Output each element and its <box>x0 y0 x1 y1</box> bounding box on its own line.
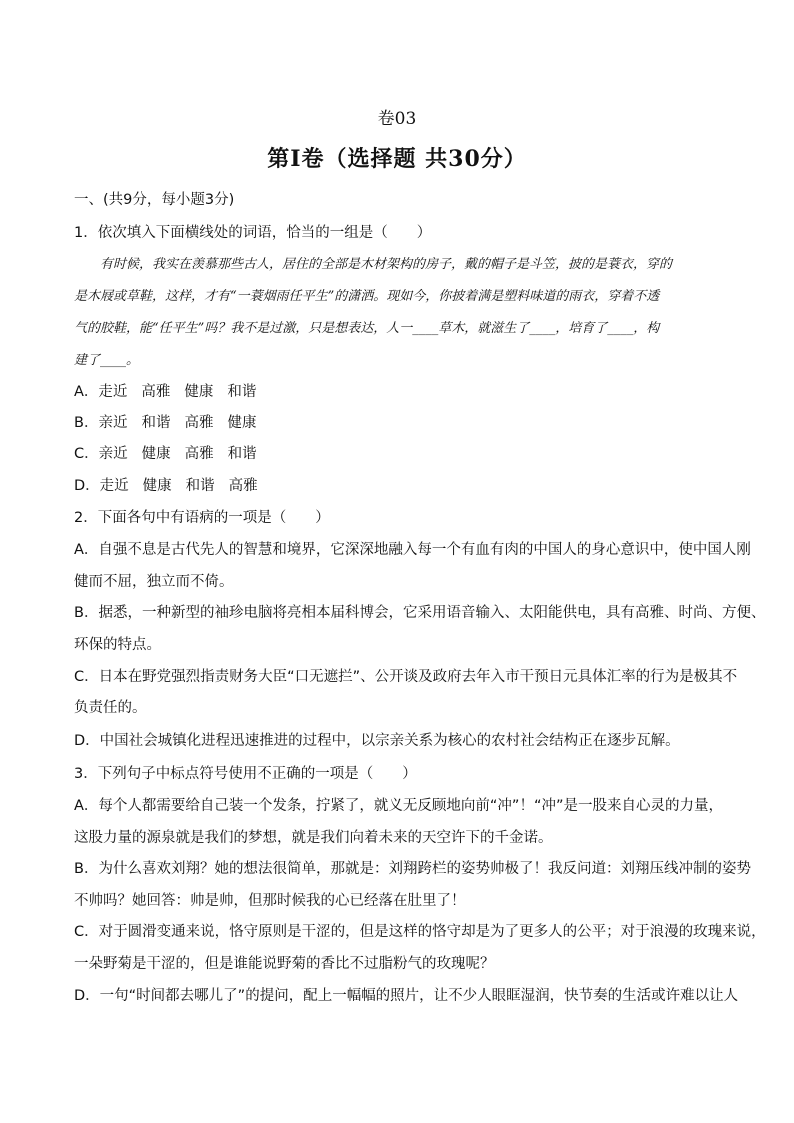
q2-option-line: 环保的特点。 <box>74 637 161 653</box>
q3-option-line: C．对于圆滑变通来说，恪守原则是干涩的，但是这样的恪守却是为了更多人的公平；对于浪漫的玫瑰来说， <box>74 924 766 940</box>
q2-option-line: D．中国社会城镇化进程迅速推进的过程中，以宗亲关系为核心的农村社会结构正在逐步瓦解。 <box>74 733 680 749</box>
q2-option-line: C．日本在野党强烈指责财务大臣“口无遮拦”、公开谈及政府去年入市干预日元具体汇率的行为是极其不 <box>74 669 738 685</box>
section-heading: 一、(共9分，每小题3分) <box>74 192 235 208</box>
q1-option-a: A．走近 高雅 健康 和谐 <box>74 384 257 400</box>
q1-option-b: B．亲近 和谐 高雅 健康 <box>74 415 257 431</box>
q3-option-line: D．一句“时间都去哪儿了”的提问，配上一幅幅的照片，让不少人眼眶湿润，快节奏的生活或许难以让人 <box>74 988 739 1004</box>
q3-option-line: 这股力量的源泉就是我们的梦想，就是我们向着未来的天空许下的千金诺。 <box>74 830 553 846</box>
q1-passage-line: 气的胶鞋，能“任平生”吗？我不是过激，只是想表达，人一____草木，就滋生了____，培育了____，构 <box>74 321 660 336</box>
q2-option-line: B．据悉，一种新型的袖珍电脑将亮相本届科博会，它采用语音输入、太阳能供电，具有高雅、时尚、方便、 <box>74 605 766 621</box>
q1-option-c: C．亲近 健康 高雅 和谐 <box>74 446 257 462</box>
q3-option-line: A．每个人都需要给自己装一个发条，拧紧了，就义无反顾地向前“冲”！“冲”是一股来自心灵的力量， <box>74 798 723 814</box>
q2-option-line: 负责任的。 <box>74 700 147 716</box>
q3-option-line: 不帅吗？她回答：帅是帅，但那时候我的心已经落在肚里了！ <box>74 893 466 909</box>
volume-label: 卷03 <box>377 109 417 129</box>
q2-option-line: A．自强不息是古代先人的智慧和境界，它深深地融入每一个有血有肉的中国人的身心意识中，使中国人刚 <box>74 542 751 558</box>
q1-passage-line: 有时候，我实在羡慕那些古人，居住的全部是木材架构的房子，戴的帽子是斗笠，披的是蓑衣，穿的 <box>100 257 673 272</box>
q1-passage-line: 是木屐或草鞋，这样，才有“一蓑烟雨任平生”的潇洒。现如今，你披着满是塑料味道的雨衣，穿着不透 <box>74 289 660 304</box>
q1-stem: 1．依次填入下面横线处的词语，恰当的一组是（ ） <box>74 225 432 241</box>
q2-stem: 2．下面各句中有语病的一项是（ ） <box>74 510 330 526</box>
paper-title: 第I卷（选择题 共30分） <box>267 146 527 172</box>
q1-option-d: D．走近 健康 和谐 高雅 <box>74 478 258 494</box>
q3-option-line: B．为什么喜欢刘翔？她的想法很简单，那就是：刘翔跨栏的姿势帅极了！我反问道：刘翔压线冲制的姿势 <box>74 861 751 877</box>
q1-passage-line: 建了____。 <box>74 353 140 368</box>
q3-option-line: 一朵野菊是干涩的，但是谁能说野菊的香比不过脂粉气的玫瑰呢？ <box>74 956 495 972</box>
q2-option-line: 健而不屈，独立而不倚。 <box>74 574 234 590</box>
q3-stem: 3．下列句子中标点符号使用不正确的一项是（ ） <box>74 766 417 782</box>
